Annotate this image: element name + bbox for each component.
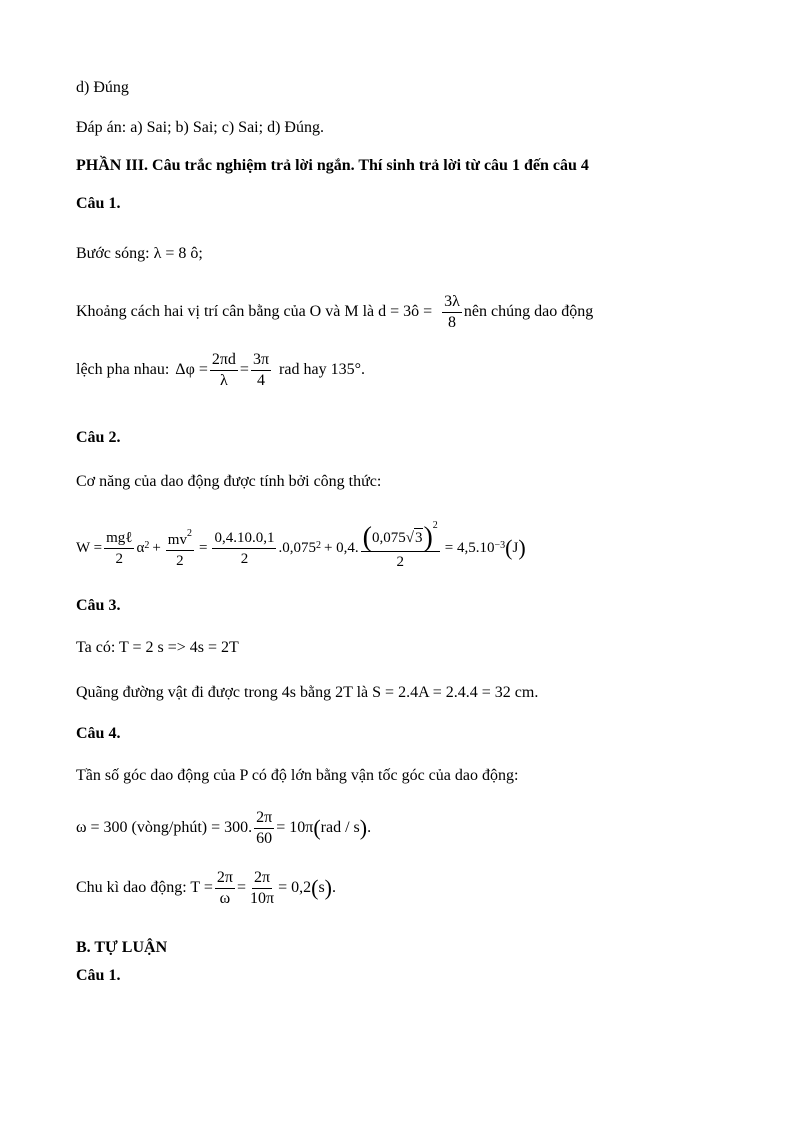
- energy-plus: +: [152, 540, 161, 556]
- energy-f1-num: mgℓ: [104, 529, 134, 549]
- cau4-title: Câu 4.: [76, 725, 121, 742]
- part3-bold: PHẦN III. Câu trắc nghiệm trả lời ngắn: [76, 157, 351, 174]
- period-f1-num: 2π: [215, 869, 235, 889]
- phase-f1-num: 2πd: [210, 351, 238, 371]
- energy-w: W =: [76, 540, 103, 556]
- phase-f1-den: λ: [220, 371, 228, 389]
- energy-fraction-3: [212, 529, 276, 568]
- distance-den: 8: [448, 313, 457, 331]
- energy-f4-den: 2: [396, 553, 404, 570]
- period-fraction-1: [215, 869, 235, 908]
- energy-f2-num-text: mv: [167, 531, 187, 548]
- energy-fraction-4: [361, 519, 440, 571]
- phase-post: rad hay 135°.: [279, 361, 365, 378]
- period-result: = 0,2: [278, 879, 312, 896]
- omega-den: 60: [256, 829, 273, 847]
- distance-post: nên chúng dao động: [463, 303, 594, 320]
- period-fraction-2: [248, 869, 276, 908]
- period-f2-num: 2π: [252, 869, 272, 889]
- period-pre: Chu kì dao động: T =: [76, 879, 213, 896]
- phase-fraction-1: [210, 351, 238, 390]
- energy-f2-den: 2: [176, 552, 184, 569]
- energy-f3-den: 2: [240, 550, 249, 567]
- energy-f1-den: 2: [115, 550, 124, 567]
- partB-cau1: Câu 1.: [76, 967, 121, 984]
- distance-line: [76, 292, 593, 332]
- omega-unit: rad / s: [320, 819, 360, 836]
- energy-unit: J: [512, 540, 519, 556]
- cau2-title: Câu 2.: [76, 429, 121, 446]
- cau1-title: Câu 1.: [76, 195, 121, 212]
- cau2-text: Cơ năng của dao động được tính bởi công thức:: [76, 473, 382, 490]
- energy-mid2: + 0,4.: [323, 540, 359, 556]
- energy-formula: W = $\frac{\text{mgℓ}}{2}$ α $^2$ + $\frac{mv^2}{2}$ = $\frac{0,4.10.0,1}{2}$ .0,075 $^2$ + 0,4. ( 0,075 √ 3 ) $^2$ 2 = 4,5.10 $^{-3}$ ( J ): [76, 522, 526, 574]
- cau4-text: Tần số góc dao động của P có độ lớn bằng vận tốc góc của dao động:: [76, 767, 519, 784]
- energy-mid: .0,075: [278, 540, 316, 556]
- omega-fraction: [254, 809, 274, 848]
- phase-f2-num: 3π: [251, 351, 271, 371]
- phase-line: [76, 350, 365, 390]
- omega-formula: ω = 300 (vòng/phút) = 300. $\frac{2\pi}{60}$ = 10π ( rad / s ) .: [76, 808, 372, 847]
- cau3-title: Câu 3.: [76, 597, 121, 614]
- cau3-line1: Ta có: T = 2 s => 4s = 2T: [76, 639, 239, 656]
- phase-f2-den: 4: [256, 371, 265, 389]
- energy-f3-num: 0,4.10.0,1: [212, 529, 276, 549]
- energy-f2-sq: 2: [186, 527, 192, 539]
- answer-line: Đáp án: a) Sai; b) Sai; c) Sai; d) Đúng.: [76, 119, 324, 136]
- cau3-line2: Quãng đường vật đi được trong 4s bằng 2T là S = 2.4A = 2.4.4 = 32 cm.: [76, 684, 539, 701]
- omega-post: = 10π: [276, 819, 314, 836]
- period-unit: s: [318, 879, 325, 896]
- distance-pre: Khoảng cách hai vị trí cân bằng của O và M là d = 3ô =: [76, 303, 433, 320]
- energy-f2-num: [166, 527, 194, 551]
- wavelength-line: Bước sóng: λ = 8 ô;: [76, 245, 203, 262]
- energy-f4-num: ( 0,075 √ 3 ) $^2$: [361, 526, 440, 552]
- phase-eq: =: [239, 361, 249, 378]
- energy-f4-num-a: 0,075: [371, 529, 406, 546]
- energy-mid-sq: 2: [315, 540, 321, 551]
- phase-pre: lệch pha nhau:: [76, 361, 170, 378]
- distance-fraction: [442, 293, 462, 332]
- part3-rest: . Thí sinh trả lời từ câu 1 đến câu 4: [350, 157, 589, 174]
- omega-num: 2π: [254, 809, 274, 829]
- phase-lhs: Δφ =: [175, 361, 208, 378]
- energy-exp: −3: [494, 540, 506, 551]
- energy-fraction-1: [104, 529, 134, 568]
- energy-fraction-2: [166, 527, 194, 570]
- energy-alpha-sq: 2: [144, 540, 150, 551]
- energy-f4-sq: 2: [432, 519, 438, 531]
- phase-fraction-2: [251, 351, 271, 390]
- period-formula: Chu kì dao động: T = $\frac{2\pi}{\omega}$ = $\frac{2\pi}{10\pi}$ = 0,2 ( s ) .: [76, 868, 336, 907]
- period-eq: =: [236, 879, 246, 896]
- period-f1-den: ω: [219, 889, 231, 907]
- part3-heading: [76, 156, 589, 176]
- energy-eq: =: [198, 540, 208, 556]
- line-d: d) Đúng: [76, 79, 129, 96]
- energy-f4-sqrt: 3: [414, 530, 423, 546]
- period-f2-den: 10π: [250, 889, 275, 907]
- distance-num: 3λ: [442, 293, 462, 313]
- energy-alpha: α: [136, 540, 145, 556]
- partB-title: B. TỰ LUẬN: [76, 939, 168, 956]
- omega-pre: ω = 300 (vòng/phút) = 300.: [76, 819, 253, 836]
- energy-result: = 4,5.10: [444, 540, 495, 556]
